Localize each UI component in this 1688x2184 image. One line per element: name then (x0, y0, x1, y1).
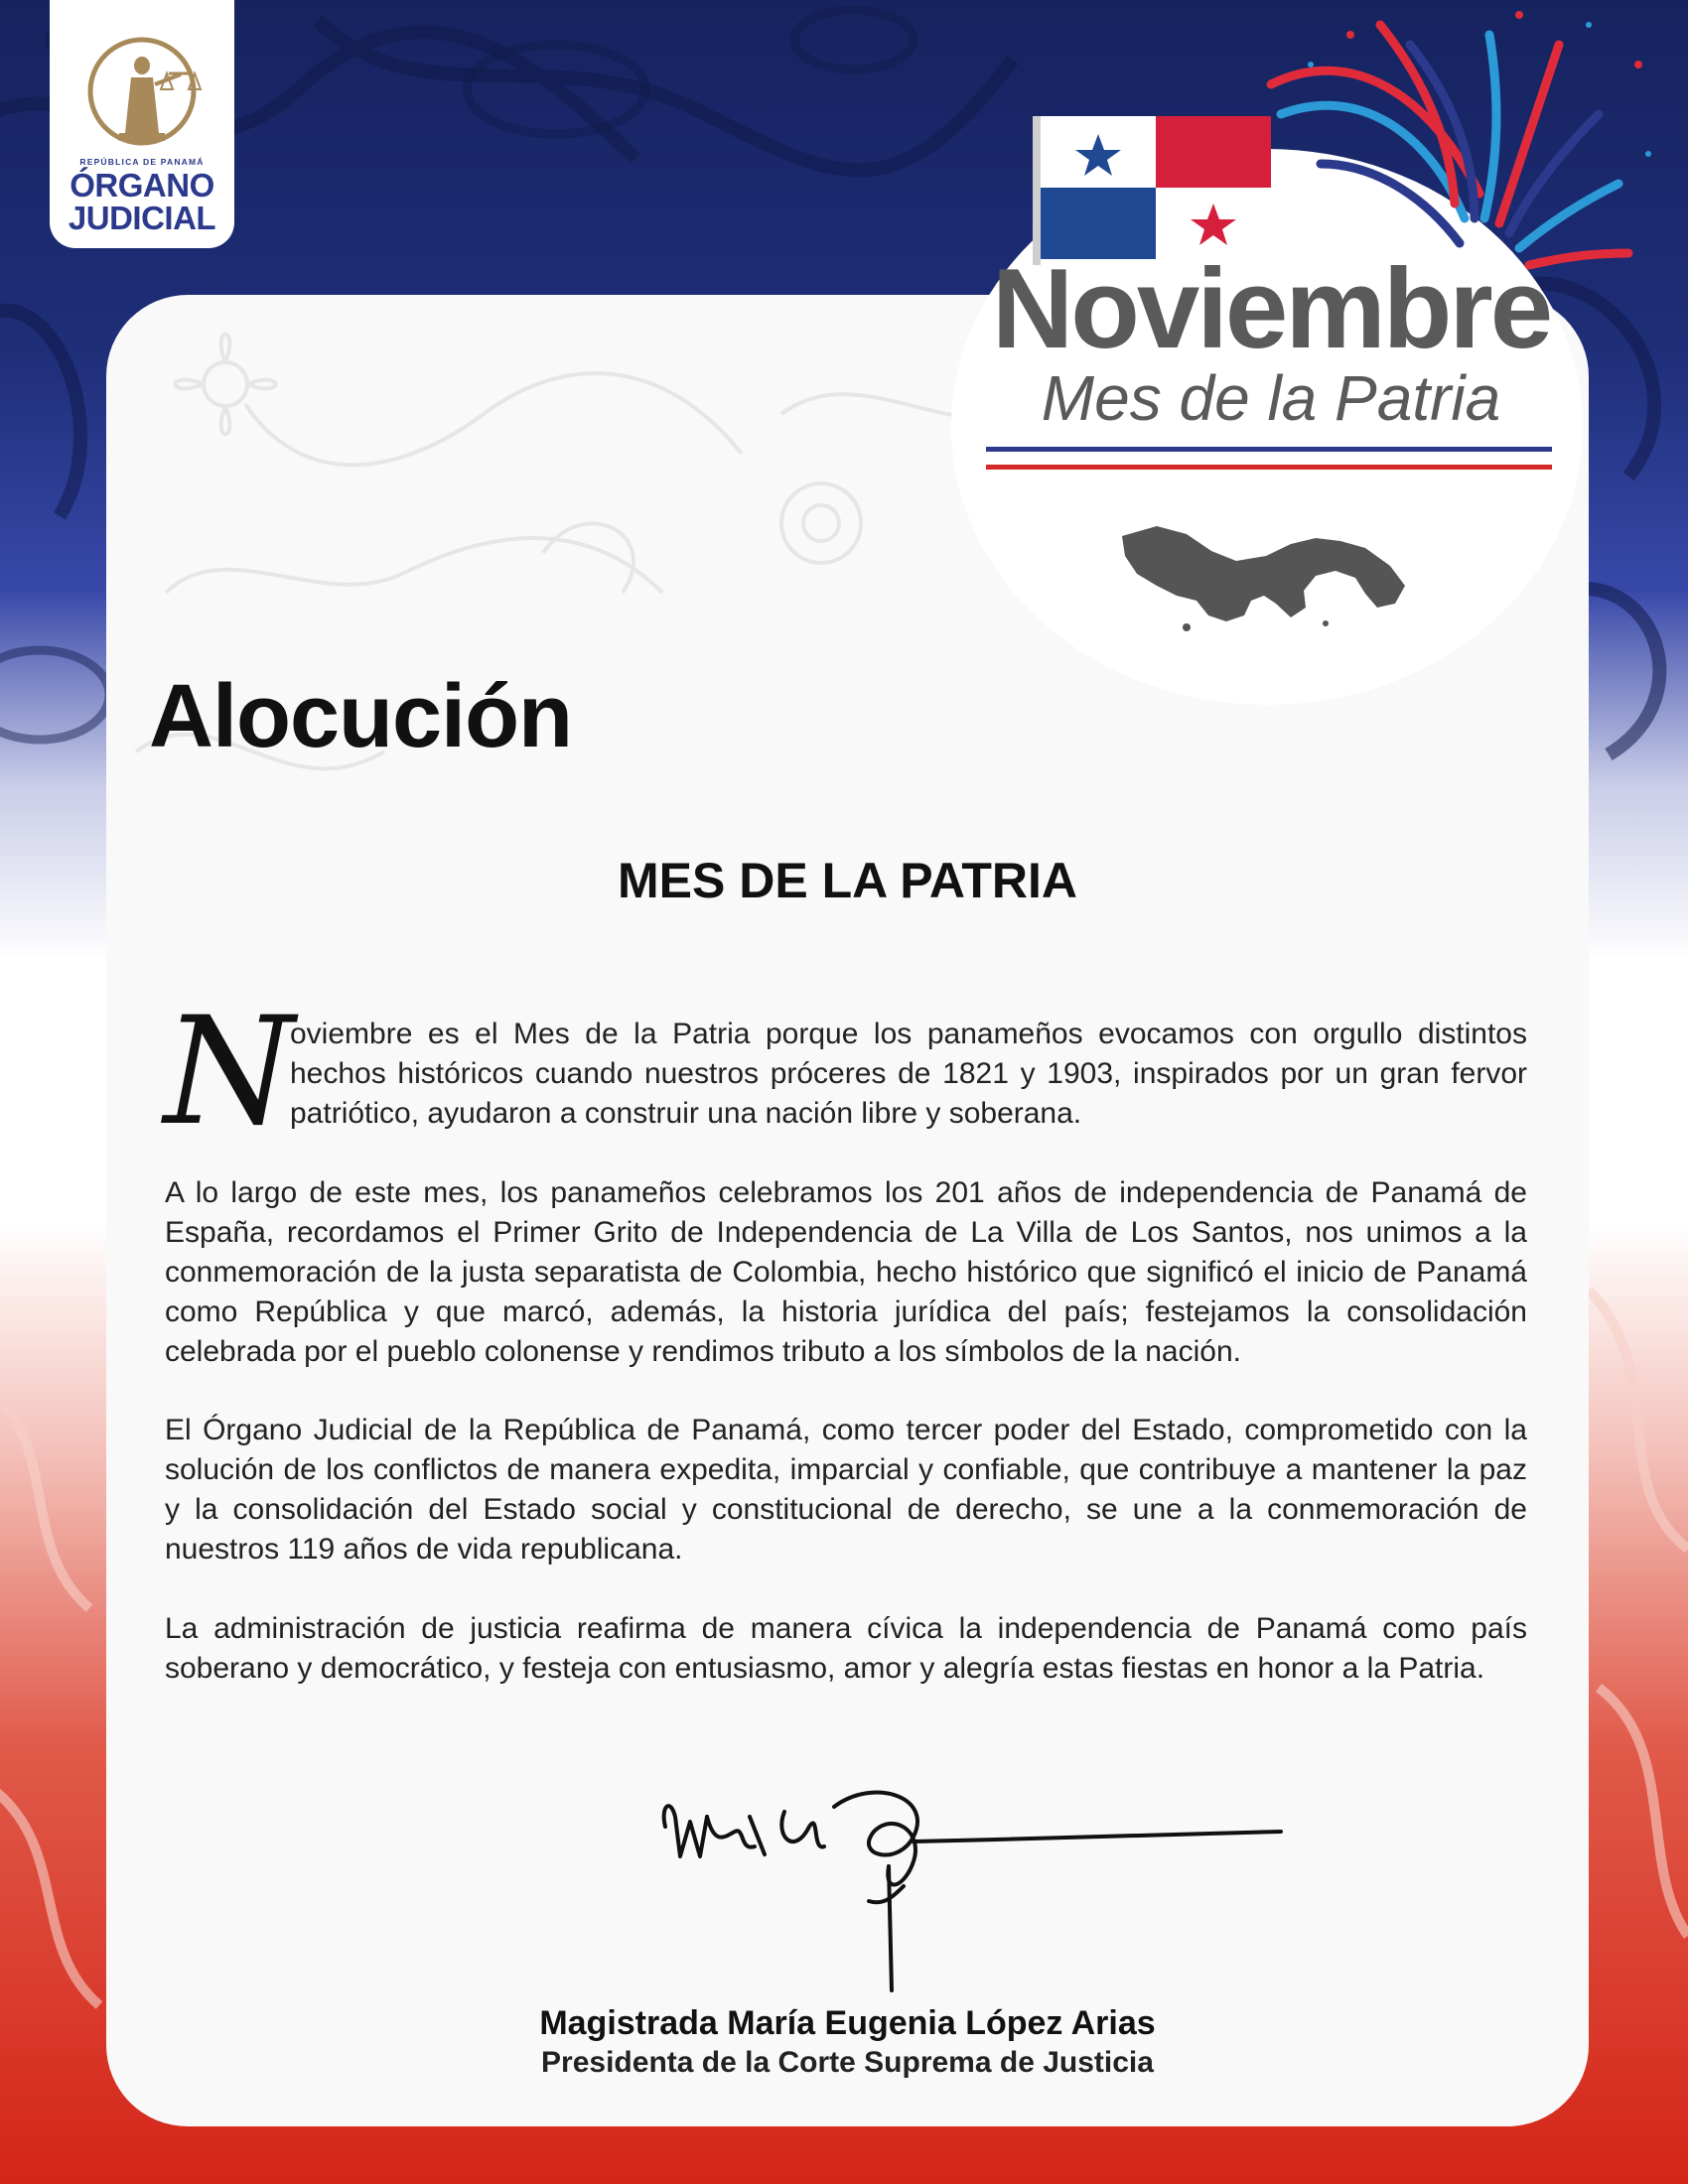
document-heading: Alocución (149, 667, 573, 766)
signer-title: Presidenta de la Corte Suprema de Justicia (541, 2046, 1154, 2079)
document-subheading: MES DE LA PATRIA (618, 853, 1077, 908)
badge-title: Noviembre (991, 246, 1551, 372)
drop-cap: N (164, 986, 295, 1159)
paragraph-3: El Órgano Judicial de la República de Panamá, como tercer poder del Estado, comprometido con la solución de los conflictos de manera expedita, imparcial y confiable, que contribuye a mantener la paz y la consolidación del Estado social y constitucional de derecho, se une a la conmemoración de nuestros 119 años de vida republicana. (165, 1414, 1527, 1566)
logo-line1: ÓRGANO (70, 167, 214, 204)
logo-subtitle: REPÚBLICA DE PANAMÁ (79, 157, 205, 167)
paragraph-2: A lo largo de este mes, los panameños celebramos los 201 años de independencia de Panamá de España, recordamos el Primer Grito de Independencia de La Villa de Los Santos, nos unimos a la conmemoración de la justa separatista de Colombia, hecho histórico que significó el inicio de Panamá como República y que marcó, además, la historia jurídica del país; festejamos la consolidación celebrada por el pueblo colonense y rendimos tributo a los símbolos de la nación. (165, 1176, 1527, 1368)
badge-rule-red (986, 465, 1552, 470)
signature-icon (645, 1777, 1291, 2000)
badge-rule-blue (986, 447, 1552, 452)
signer-name: Magistrada María Eugenia López Arias (539, 2004, 1156, 2042)
organo-judicial-logo (50, 0, 234, 248)
panama-map-icon (1117, 516, 1415, 645)
panama-flag-icon (1033, 116, 1271, 265)
justice-statue-icon (70, 30, 214, 154)
paragraph-4: La administración de justicia reafirma de manera cívica la independencia de Panamá como país soberano y democrático, y festeja con entusiasmo, amor y alegría estas fiestas en honor a la Patria. (165, 1612, 1527, 1685)
logo-line2: JUDICIAL (68, 200, 216, 236)
paragraph-1: oviembre es el Mes de la Patria porque los panameños evocamos con orgullo distintos hechos históricos cuando nuestros próceres de 1821 y 1903, inspirados por un gran fervor patriótico, ayudaron a construir una nación libre y soberana. (290, 1018, 1527, 1130)
badge-subtitle: Mes de la Patria (1041, 362, 1501, 434)
